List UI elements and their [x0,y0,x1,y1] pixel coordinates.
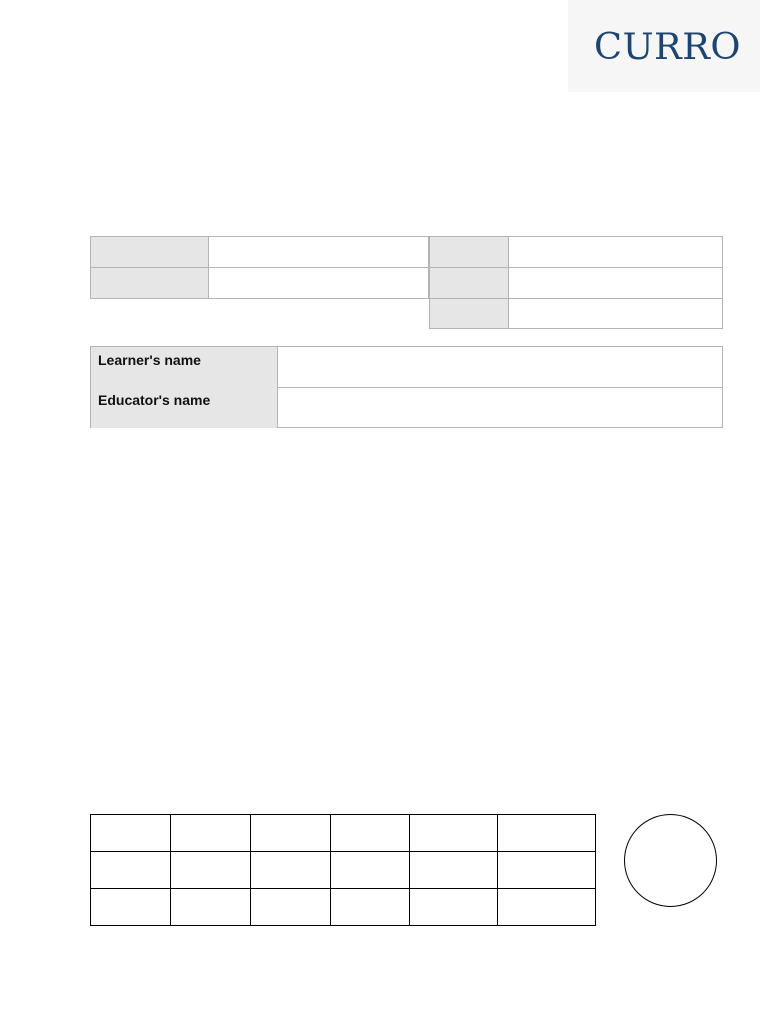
marks-cell[interactable] [91,889,171,926]
marks-cell[interactable] [498,815,596,852]
info-label-cell [90,236,209,268]
marks-cell[interactable] [251,852,331,889]
info-label-cell [90,267,209,299]
marks-cell[interactable] [91,852,171,889]
marks-row [91,815,596,852]
marks-cell[interactable] [331,852,410,889]
marks-row [91,852,596,889]
marks-cell[interactable] [171,815,251,852]
learner-name-label: Learner's name [91,347,278,387]
total-marks-circle[interactable] [624,814,717,907]
school-logo [568,0,760,92]
marks-cell[interactable] [251,815,331,852]
info-label-cell [429,298,509,329]
logo-text: CURRO [594,27,741,68]
marks-row [91,889,596,926]
educator-name-row [91,387,722,428]
info-value-cell[interactable] [508,236,723,268]
info-label-cell [429,236,509,268]
marks-cell[interactable] [171,852,251,889]
marks-table [90,814,596,926]
info-value-cell[interactable] [508,298,723,329]
info-label-cell [429,267,509,299]
marks-cell[interactable] [498,889,596,926]
marks-cell[interactable] [410,852,498,889]
info-value-cell[interactable] [208,236,429,268]
marks-cell[interactable] [331,815,410,852]
educator-name-label: Educator's name [91,387,278,428]
educator-name-field[interactable] [278,387,722,428]
marks-cell[interactable] [410,889,498,926]
names-table [90,346,723,428]
info-value-cell[interactable] [508,267,723,299]
marks-cell[interactable] [331,889,410,926]
assessment-info-table [90,236,723,329]
marks-cell[interactable] [91,815,171,852]
learner-name-row [91,347,722,388]
marks-cell[interactable] [251,889,331,926]
marks-cell[interactable] [410,815,498,852]
marks-cell[interactable] [498,852,596,889]
learner-name-field[interactable] [278,347,722,387]
marks-cell[interactable] [171,889,251,926]
info-value-cell[interactable] [208,267,429,299]
